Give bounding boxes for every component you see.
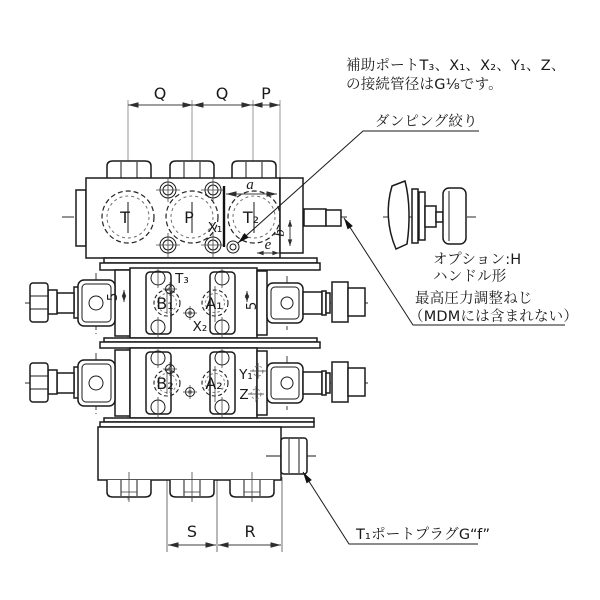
relief-extension [280, 178, 303, 253]
note-t1-plug: T₁ポートプラグG“f” [356, 527, 491, 543]
note-pressure-line2: （MDMには含まれない） [409, 309, 579, 325]
right-stem-1 [303, 292, 322, 314]
label-port-z: Z [239, 387, 249, 403]
left-adjuster-hex-1 [30, 283, 48, 322]
note-option-line2: ハンドル形 [433, 269, 507, 285]
relief-connector-outer [326, 210, 341, 226]
relief-connector-inner [304, 209, 326, 226]
left-solenoid-1 [78, 280, 115, 326]
bottom-block-body [98, 427, 281, 480]
right-solenoid-1 [267, 283, 303, 323]
note-aux-ports-line2: の接続管径はG⅛です。 [346, 77, 503, 93]
dim-label-5-left: 5 [105, 292, 121, 302]
label-port-t: T [120, 208, 130, 227]
dim-label-q1: Q [153, 84, 167, 103]
label-port-b1: B₁ [156, 294, 174, 313]
label-port-b2: B₂ [156, 374, 174, 393]
right-plate-2 [257, 351, 267, 415]
left-cylinder-2 [48, 370, 57, 394]
right-stem-2 [303, 372, 322, 394]
note-damping: ダンピング絞り [375, 114, 478, 130]
dim-label-p: P [261, 84, 271, 103]
dim-label-e: e [264, 237, 272, 253]
dim-label-s: S [186, 522, 198, 541]
handle-blade [388, 181, 409, 249]
dim-label-q2: Q [215, 84, 229, 103]
top-bolt-2 [170, 161, 214, 178]
subplate-3 [100, 418, 314, 427]
top-bolt-1 [107, 161, 151, 178]
right-block-2 [332, 362, 348, 402]
top-bolt-3 [232, 161, 276, 178]
label-port-a1: A₁ [205, 294, 223, 313]
valve-section-2 [30, 348, 365, 418]
dim-label-5-right: 5 [244, 301, 260, 311]
right-block-1 [332, 282, 348, 322]
label-port-t3: T₃ [175, 271, 189, 287]
right-solenoid-2 [267, 363, 303, 403]
left-stem-1 [57, 293, 74, 313]
left-adjuster-hex-2 [30, 363, 48, 402]
note-pressure-line1: 最高圧力調整ねじ [415, 291, 533, 307]
label-port-p: P [184, 208, 194, 227]
handle-flange-b [419, 192, 425, 240]
left-tab [76, 190, 86, 246]
dim-label-r: R [244, 522, 256, 541]
note-aux-ports-line1: 補助ポートT₃、X₁、X₂、Y₁、Z、 [346, 58, 566, 74]
right-cap-1 [348, 288, 365, 316]
label-port-y1: Y₁ [239, 367, 253, 383]
top-manifold-block [76, 161, 341, 258]
dim-label-b: b [272, 229, 288, 237]
right-flange-b-1 [326, 293, 330, 313]
subplate-2 [100, 338, 320, 348]
label-port-x2: X₂ [192, 319, 208, 335]
label-port-a2: A₂ [205, 374, 223, 393]
handle-stem [436, 212, 443, 222]
left-cylinder-1 [48, 290, 57, 314]
handle-knob [443, 188, 466, 244]
left-stem-2 [57, 373, 74, 393]
handle-flange-a [412, 189, 418, 243]
dim-label-a: a [246, 177, 254, 193]
handle-hub [425, 206, 436, 227]
left-plate-1 [115, 270, 130, 336]
left-solenoid-2 [78, 360, 115, 406]
left-plate-2 [115, 350, 130, 416]
right-cap-2 [348, 368, 365, 396]
label-port-t2: T₂ [242, 208, 260, 227]
label-port-x1: X₁ [207, 220, 223, 236]
right-flange-b-2 [326, 373, 330, 393]
handle-option-drawing [388, 181, 466, 249]
bottom-manifold-block [98, 427, 316, 502]
note-option-line1: オプション:H [433, 252, 522, 268]
